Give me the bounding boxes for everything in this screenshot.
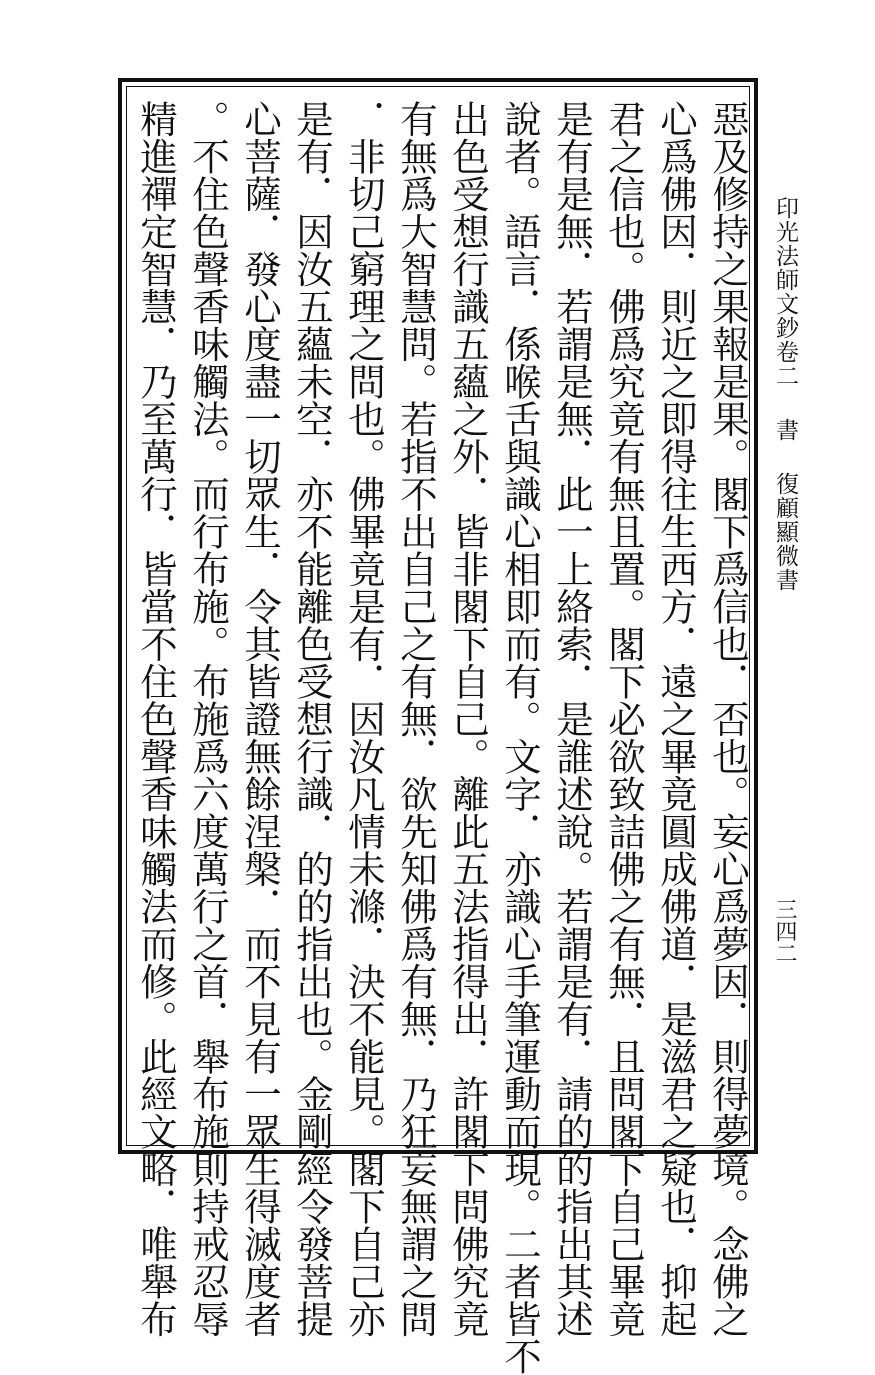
text-column-5: 說者。語言．係喉舌與識心相即而有。文字．亦識心手筆運動而現。二者皆不 [498,100,542,1375]
text-column-11: 。不住色聲香味觸法。而行布施。布施爲六度萬行之首．舉布施則持戒忍辱 [186,100,230,1338]
text-column-2: 心爲佛因．則近之即得往生西方．遠之畢竟圓成佛道．是滋君之疑也．抑起 [654,100,698,1338]
text-column-7: 有無爲大智慧問。若指不出自己之有無．欲先知佛爲有無．乃狂妄無謂之問 [394,100,438,1338]
text-column-6: 出色受想行識五蘊之外．皆非閣下自己。離此五法指得出．許閣下問佛究竟 [446,100,490,1338]
text-column-9: 是有．因汝五蘊未空．亦不能離色受想行識．的的指出也。金剛經令發菩提 [290,100,334,1338]
text-column-12: 精進禪定智慧．乃至萬行．皆當不住色聲香味觸法而修。此經文略．唯舉布 [134,100,178,1338]
running-header [768,196,802,592]
section-label: 書 [772,418,798,442]
page-number: 三四二 [772,898,797,964]
text-column-3: 君之信也。佛爲究竟有無且置。閣下必欲致詰佛之有無．且問閣下自己畢竟 [602,100,646,1338]
letter-title: 復顧顯微書 [772,472,798,592]
text-column-1: 惡及修持之果報是果。閣下爲信也．否也。妄心爲夢因．則得夢境。念佛之 [706,100,750,1338]
text-column-8: ．非切己窮理之問也。佛畢竟是有．因汝凡情未滌．決不能見。閣下自己亦 [342,100,386,1338]
text-column-4: 是有是無．若謂是無．此一上絡索．是誰述說。若謂是有．請的的指出其述 [550,100,594,1338]
book-title: 印光法師文鈔卷二 [772,196,798,388]
text-column-10: 心菩薩．發心度盡一切眾生．令其皆證無餘涅槃．而不見有一眾生得滅度者 [238,100,282,1338]
